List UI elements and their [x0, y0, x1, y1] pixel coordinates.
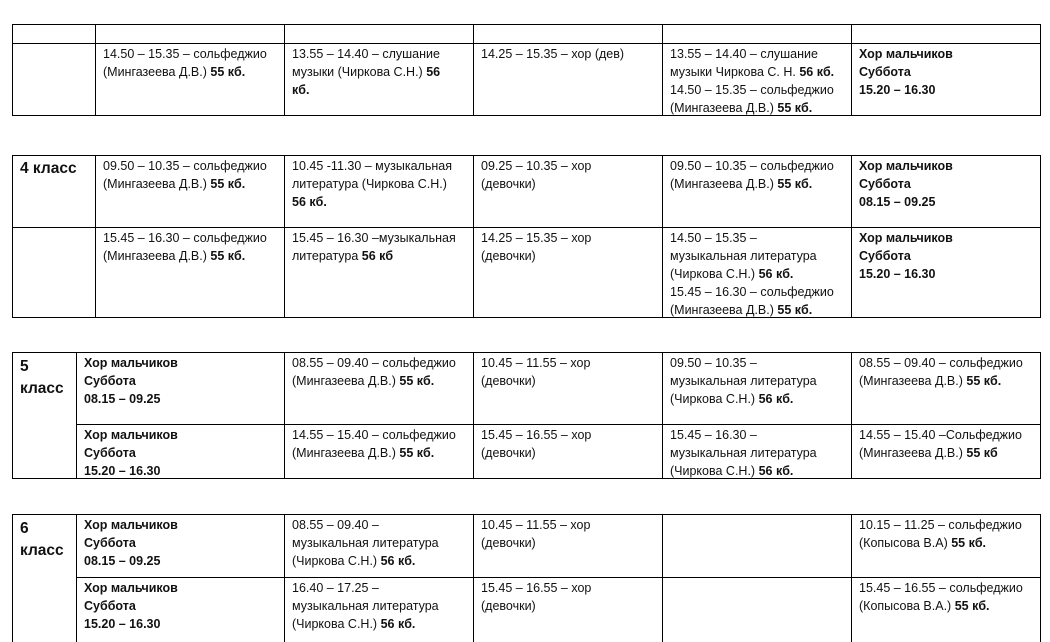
cell-line: [859, 81, 953, 99]
cell-text: (Чиркова С.Н.): [670, 392, 759, 406]
cell-text: (Мингазеева Д.В.): [670, 303, 778, 317]
cell-line: [859, 229, 953, 247]
table-border: [12, 352, 13, 479]
cell-line: [859, 354, 1023, 372]
cell-bold-text: 55 кб.: [777, 303, 813, 317]
cell-line: [670, 229, 834, 247]
cell-line: [859, 426, 1022, 444]
schedule-cell: [84, 426, 178, 480]
cell-line: [292, 81, 440, 99]
cell-text: (Мингазеева Д.В.): [103, 65, 211, 79]
cell-text: 13.55 – 14.40 – слушание: [670, 47, 818, 61]
cell-bold-text: 56 кб.: [380, 617, 416, 631]
cell-bold-text: 55 кб.: [777, 101, 813, 115]
cell-bold-text: 55 кб.: [954, 599, 990, 613]
cell-text: 10.15 – 11.25 – сольфеджио: [859, 518, 1022, 532]
cell-line: [859, 193, 953, 211]
cell-line: [292, 552, 439, 570]
cell-line: [103, 63, 267, 81]
cell-bold-text: 08.15 – 09.25: [84, 554, 161, 568]
schedule-cell: [670, 157, 834, 193]
cell-line: [292, 247, 456, 265]
cell-line: [481, 372, 590, 390]
cell-text: (Мингазеева Д.В.): [670, 101, 778, 115]
cell-text: 15.45 – 16.30 – сольфеджио: [103, 231, 267, 245]
schedule-cell: [859, 45, 953, 99]
schedule-cell: [481, 354, 590, 390]
cell-line: [670, 45, 834, 63]
cell-text: (Чиркова С.Н.): [670, 267, 759, 281]
table-border: [662, 24, 663, 116]
cell-text: 08.55 – 09.40 –: [292, 518, 379, 532]
cell-text: (Мингазеева Д.В.): [103, 249, 211, 263]
cell-line: [292, 516, 439, 534]
cell-text: (девочки): [481, 446, 536, 460]
cell-text: (Чиркова С.Н.): [670, 464, 759, 478]
cell-bold-text: 56: [426, 65, 441, 79]
cell-text: 14.55 – 15.40 –Сольфеджио: [859, 428, 1022, 442]
cell-text: музыкальная литература: [670, 374, 817, 388]
cell-text: 16.40 – 17.25 –: [292, 581, 379, 595]
cell-bold-text: Суббота: [84, 536, 136, 550]
class-label: [20, 356, 64, 400]
cell-line: [481, 45, 624, 63]
cell-text: 09.50 – 10.35 – сольфеджио: [670, 159, 834, 173]
cell-line: [292, 157, 452, 175]
cell-line: [84, 552, 178, 570]
schedule-cell: [481, 579, 591, 615]
cell-text: (Чиркова С.Н.): [292, 617, 381, 631]
cell-text: 09.25 – 10.35 – хор: [481, 159, 592, 173]
cell-line: [859, 597, 1023, 615]
schedule-cell: [859, 354, 1023, 390]
cell-text: 10.45 -11.30 – музыкальная: [292, 159, 452, 173]
cell-line: [103, 175, 267, 193]
table-border: [473, 24, 474, 116]
cell-bold-text: 15.20 – 16.30: [859, 267, 936, 281]
cell-line: [670, 390, 817, 408]
cell-text: (Мингазеева Д.В.): [859, 446, 967, 460]
cell-line: [84, 444, 178, 462]
cell-text: 15.45 – 16.30 –музыкальная: [292, 231, 456, 245]
cell-text: 09.50 – 10.35 –: [670, 356, 757, 370]
cell-text: музыкальная литература: [670, 446, 817, 460]
cell-line: [670, 301, 834, 319]
schedule-cell: [103, 45, 267, 81]
schedule-cell: [859, 426, 1022, 462]
table-border: [1040, 514, 1041, 642]
cell-line: [84, 390, 178, 408]
cell-bold-text: 55 кб.: [777, 177, 813, 191]
cell-text: музыкальная литература: [292, 536, 439, 550]
cell-text: музыки Чиркова С. Н.: [670, 65, 800, 79]
cell-line: [481, 175, 591, 193]
table-border: [12, 514, 13, 642]
cell-bold-text: 56 кб.: [758, 392, 794, 406]
cell-text: 10.45 – 11.55 – хор: [481, 356, 591, 370]
cell-line: [481, 229, 591, 247]
table-border: [12, 115, 1041, 116]
cell-text: (Мингазеева Д.В.): [292, 374, 400, 388]
class-number: 5: [20, 358, 29, 375]
schedule-cell: [84, 354, 178, 408]
cell-line: [481, 247, 591, 265]
table-border: [12, 155, 13, 318]
cell-text: (девочки): [481, 536, 536, 550]
cell-text: 14.50 – 15.35 – сольфеджио: [670, 83, 834, 97]
cell-text: 14.50 – 15.35 –: [670, 231, 757, 245]
cell-line: [859, 157, 953, 175]
table-border: [851, 352, 852, 479]
table-border: [473, 352, 474, 479]
table-border: [473, 155, 474, 318]
cell-line: [859, 63, 953, 81]
cell-line: [292, 229, 456, 247]
cell-line: [670, 265, 834, 283]
cell-line: [292, 193, 452, 211]
schedule-cell: [103, 229, 267, 265]
cell-line: [859, 579, 1023, 597]
cell-line: [670, 354, 817, 372]
cell-line: [84, 372, 178, 390]
cell-line: [670, 63, 834, 81]
cell-line: [481, 579, 591, 597]
cell-line: [84, 516, 178, 534]
table-border: [76, 352, 77, 479]
schedule-cell: [859, 516, 1022, 552]
cell-bold-text: 55 кб.: [951, 536, 987, 550]
cell-text: 15.45 – 16.30 – сольфеджио: [670, 285, 834, 299]
table-border: [12, 514, 1041, 515]
cell-text: (девочки): [481, 177, 536, 191]
cell-text: 08.55 – 09.40 – сольфеджио: [859, 356, 1023, 370]
cell-text: 10.45 – 11.55 – хор: [481, 518, 591, 532]
table-border: [12, 43, 1041, 44]
cell-text: литература (Чиркова С.Н.): [292, 177, 447, 191]
cell-bold-text: Хор мальчиков: [84, 581, 178, 595]
cell-line: [84, 579, 178, 597]
cell-text: литература: [292, 249, 362, 263]
cell-line: [670, 283, 834, 301]
cell-line: [859, 372, 1023, 390]
cell-text: (девочки): [481, 374, 536, 388]
cell-bold-text: Суббота: [84, 446, 136, 460]
cell-line: [292, 175, 452, 193]
cell-line: [481, 534, 590, 552]
cell-bold-text: 55 кб.: [210, 249, 246, 263]
schedule-cell: [103, 157, 267, 193]
cell-line: [292, 426, 456, 444]
cell-text: 14.55 – 15.40 – сольфеджио: [292, 428, 456, 442]
schedule-cell: [670, 354, 817, 408]
cell-text: 13.55 – 14.40 – слушание: [292, 47, 440, 61]
cell-bold-text: 56 кб: [361, 249, 394, 263]
table-border: [12, 317, 1041, 318]
table-border: [284, 514, 285, 642]
cell-line: [84, 615, 178, 633]
cell-line: [670, 99, 834, 117]
cell-bold-text: Суббота: [84, 374, 136, 388]
cell-line: [670, 372, 817, 390]
cell-line: [84, 597, 178, 615]
cell-line: [292, 45, 440, 63]
cell-line: [670, 247, 834, 265]
cell-line: [292, 372, 456, 390]
cell-bold-text: 55 кб.: [966, 374, 1002, 388]
cell-text: (Мингазеева Д.В.): [859, 374, 967, 388]
table-border: [95, 24, 96, 116]
schedule-cell: [481, 157, 591, 193]
cell-line: [292, 597, 439, 615]
cell-line: [670, 444, 817, 462]
cell-line: [670, 81, 834, 99]
cell-bold-text: Хор мальчиков: [84, 428, 178, 442]
cell-line: [103, 247, 267, 265]
cell-bold-text: Хор мальчиков: [859, 231, 953, 245]
cell-line: [292, 534, 439, 552]
cell-bold-text: 15.20 – 16.30: [859, 83, 936, 97]
cell-text: музыкальная литература: [670, 249, 817, 263]
cell-text: музыки (Чиркова С.Н.): [292, 65, 427, 79]
class-label: [20, 518, 64, 562]
cell-text: 15.45 – 16.55 – сольфеджио: [859, 581, 1023, 595]
table-border: [76, 514, 77, 642]
cell-bold-text: Суббота: [84, 599, 136, 613]
table-border: [76, 577, 1041, 578]
schedule-cell: [292, 516, 439, 570]
cell-bold-text: 56 кб.: [292, 195, 327, 209]
cell-bold-text: Хор мальчиков: [859, 159, 953, 173]
cell-text: (Копысова В.А.): [859, 599, 955, 613]
cell-bold-text: 56 кб.: [380, 554, 416, 568]
cell-line: [292, 615, 439, 633]
cell-line: [670, 175, 834, 193]
cell-text: (девочки): [481, 599, 536, 613]
cell-line: [84, 534, 178, 552]
cell-line: [292, 444, 456, 462]
cell-line: [481, 157, 591, 175]
table-border: [1040, 352, 1041, 479]
table-border: [473, 514, 474, 642]
table-border: [851, 24, 852, 116]
cell-line: [859, 534, 1022, 552]
cell-line: [292, 63, 440, 81]
cell-line: [103, 45, 267, 63]
cell-bold-text: 08.15 – 09.25: [859, 195, 936, 209]
cell-line: [481, 426, 591, 444]
table-border: [12, 24, 13, 116]
schedule-cell: [859, 579, 1023, 615]
schedule-cell: [292, 426, 456, 462]
cell-bold-text: 55 кб.: [399, 446, 435, 460]
cell-line: [292, 354, 456, 372]
cell-text: 14.25 – 15.35 – хор (дев): [481, 47, 625, 61]
cell-text: (Копысова В.А): [859, 536, 952, 550]
cell-text: (Мингазеева Д.В.): [670, 177, 778, 191]
cell-bold-text: Суббота: [859, 65, 911, 79]
schedule-cell: [84, 579, 178, 633]
schedule-cell: [859, 229, 953, 283]
cell-text: 15.45 – 16.55 – хор: [481, 428, 592, 442]
class-word: класс: [20, 380, 64, 397]
cell-line: [292, 579, 439, 597]
cell-line: [481, 516, 590, 534]
cell-line: [859, 516, 1022, 534]
class-word: класс: [20, 542, 64, 559]
schedule-cell: [292, 229, 456, 265]
cell-bold-text: 55 кб.: [399, 374, 435, 388]
table-border: [851, 514, 852, 642]
cell-text: (Мингазеева Д.В.): [103, 177, 211, 191]
cell-line: [84, 462, 178, 480]
table-border: [851, 155, 852, 318]
class-label: 4 класс: [20, 160, 77, 177]
cell-bold-text: 55 кб: [966, 446, 998, 460]
schedule-cell: [670, 426, 817, 480]
schedule-cell: [84, 516, 178, 570]
cell-text: 14.25 – 15.35 – хор: [481, 231, 592, 245]
cell-line: [859, 45, 953, 63]
schedule-cell: [292, 45, 440, 99]
table-border: [12, 352, 1041, 353]
schedule-cell: [481, 45, 624, 63]
schedule-cell: [292, 354, 456, 390]
cell-text: 08.55 – 09.40 – сольфеджио: [292, 356, 456, 370]
table-border: [284, 155, 285, 318]
cell-bold-text: 56 кб.: [758, 267, 794, 281]
cell-bold-text: Хор мальчиков: [84, 356, 178, 370]
class-number: 6: [20, 520, 29, 537]
cell-text: (Мингазеева Д.В.): [292, 446, 400, 460]
cell-line: [481, 354, 590, 372]
table-border: [662, 514, 663, 642]
schedule-cell: [481, 229, 591, 265]
cell-line: [670, 426, 817, 444]
cell-bold-text: кб.: [292, 83, 310, 97]
cell-text: 15.45 – 16.55 – хор: [481, 581, 592, 595]
table-border: [1040, 24, 1041, 116]
cell-line: [84, 354, 178, 372]
cell-line: [859, 444, 1022, 462]
cell-text: 15.45 – 16.30 –: [670, 428, 757, 442]
schedule-cell: [481, 426, 591, 462]
table-border: [12, 155, 1041, 156]
cell-line: [859, 175, 953, 193]
cell-bold-text: Суббота: [859, 177, 911, 191]
cell-bold-text: 56 кб.: [799, 65, 835, 79]
cell-bold-text: 55 кб.: [210, 65, 246, 79]
cell-bold-text: 08.15 – 09.25: [84, 392, 161, 406]
table-border: [12, 227, 1041, 228]
table-border: [12, 24, 1041, 25]
cell-line: [84, 426, 178, 444]
cell-bold-text: 55 кб.: [210, 177, 246, 191]
cell-bold-text: 56 кб.: [758, 464, 794, 478]
schedule-cell: [292, 579, 439, 633]
cell-line: [481, 597, 591, 615]
cell-bold-text: Хор мальчиков: [859, 47, 953, 61]
table-border: [662, 352, 663, 479]
cell-line: [859, 247, 953, 265]
cell-line: [859, 265, 953, 283]
cell-line: [670, 157, 834, 175]
cell-text: (Чиркова С.Н.): [292, 554, 381, 568]
cell-text: 09.50 – 10.35 – сольфеджио: [103, 159, 267, 173]
schedule-cell: [292, 157, 452, 211]
cell-bold-text: Суббота: [859, 249, 911, 263]
schedule-cell: [481, 516, 590, 552]
table-border: [284, 24, 285, 116]
cell-bold-text: 15.20 – 16.30: [84, 464, 161, 478]
cell-bold-text: 15.20 – 16.30: [84, 617, 161, 631]
cell-line: [103, 157, 267, 175]
cell-line: [670, 462, 817, 480]
table-border: [95, 155, 96, 318]
table-border: [1040, 155, 1041, 318]
cell-text: (девочки): [481, 249, 536, 263]
cell-text: 14.50 – 15.35 – сольфеджио: [103, 47, 267, 61]
cell-line: [481, 444, 591, 462]
table-border: [76, 424, 1041, 425]
cell-line: [103, 229, 267, 247]
schedule-cell: [670, 45, 834, 117]
table-border: [662, 155, 663, 318]
cell-text: музыкальная литература: [292, 599, 439, 613]
schedule-cell: [670, 229, 834, 319]
cell-bold-text: Хор мальчиков: [84, 518, 178, 532]
schedule-cell: [859, 157, 953, 211]
table-border: [284, 352, 285, 479]
